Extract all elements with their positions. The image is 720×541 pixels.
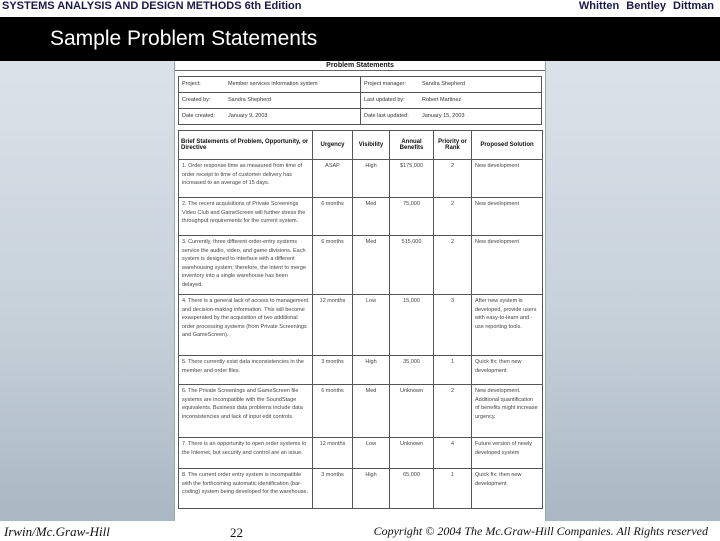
visibility-cell: Med xyxy=(353,236,390,295)
priority-cell: 1 xyxy=(434,469,472,509)
benefits-cell: 75,000 xyxy=(390,198,434,236)
benefits-cell: 65,000 xyxy=(390,469,434,509)
meta-row xyxy=(179,109,541,124)
table-row xyxy=(179,385,543,438)
benefits-cell: $175,000 xyxy=(390,160,434,198)
urgency-cell: 12 months xyxy=(313,438,353,469)
meta-label: Project: xyxy=(182,81,201,87)
statement-cell: 6. The Private Screenings and GameScreen file systems are incompatible with the SoundStage equivalents. Business data problems include data inconsistencies and lack of input edit controls. xyxy=(179,385,313,438)
copyright: Copyright © 2004 The Mc.Graw-Hill Companies. All Rights reserved xyxy=(373,524,708,538)
document-meta xyxy=(178,76,542,125)
solution-cell: New development xyxy=(472,236,543,295)
statement-cell: 5. There currently exist data inconsistencies in the member and order files. xyxy=(179,356,313,385)
visibility-cell: Med xyxy=(353,198,390,236)
table-row xyxy=(179,469,543,509)
priority-cell: 3 xyxy=(434,295,472,356)
urgency-cell: 6 months xyxy=(313,385,353,438)
meta-value: Sandra Shepherd xyxy=(228,97,272,103)
table-row xyxy=(179,295,543,356)
urgency-cell: ASAP xyxy=(313,160,353,198)
problem-statements-document xyxy=(174,61,546,521)
book-title: SYSTEMS ANALYSIS AND DESIGN METHODS 6th Edition xyxy=(2,0,302,12)
document-title: Problem Statements xyxy=(175,61,545,71)
urgency-cell: 6 months xyxy=(313,236,353,295)
priority-cell: 2 xyxy=(434,198,472,236)
solution-cell: New development xyxy=(472,198,543,236)
solution-cell: New development. Additional quantification of benefits might increase urgency. xyxy=(472,385,543,438)
priority-cell: 2 xyxy=(434,236,472,295)
table-header-row xyxy=(179,131,543,160)
meta-value: Member services information system xyxy=(228,81,318,87)
book-authors: Whitten Bentley Dittman xyxy=(578,0,714,12)
benefits-cell: Unknown xyxy=(390,438,434,469)
meta-value: January 15, 2003 xyxy=(422,113,465,119)
column-header-statement: Brief Statements of Problem, Opportunity, or Directive xyxy=(179,131,313,160)
table-row xyxy=(179,236,543,295)
solution-cell: Future version of newly developed system xyxy=(472,438,543,469)
urgency-cell: 6 months xyxy=(313,198,353,236)
statement-cell: 1. Order response time as measured from time of order receipt to time of customer delivery has increased to an average of 15 days. xyxy=(179,160,313,198)
statement-cell: 3. Currently, three different order-entry systems service the audio, video, and game divisions. Each system is designed to interface with a different warehousing system; therefore, the intent to merge inventory into a single warehouse has been delayed. xyxy=(179,236,313,295)
priority-cell: 2 xyxy=(434,160,472,198)
table-row xyxy=(179,198,543,236)
page-number: 22 xyxy=(230,525,243,540)
priority-cell: 4 xyxy=(434,438,472,469)
benefits-cell: 15,000 xyxy=(390,295,434,356)
meta-value: Robert Martinez xyxy=(422,97,462,103)
meta-row xyxy=(179,93,541,109)
book-header xyxy=(0,0,720,14)
visibility-cell: High xyxy=(353,356,390,385)
urgency-cell: 3 months xyxy=(313,469,353,509)
urgency-cell: 12 months xyxy=(313,295,353,356)
slide-footer xyxy=(0,521,720,540)
statement-cell: 2. The recent acquisitions of Private Screenings Video Club and GameScreen will further stress the throughput requirements for the current system. xyxy=(179,198,313,236)
column-header-benefits: Annual Benefits xyxy=(390,131,434,160)
benefits-cell: 515,000 xyxy=(390,236,434,295)
table-row xyxy=(179,356,543,385)
table-row xyxy=(179,160,543,198)
visibility-cell: Low xyxy=(353,438,390,469)
column-header-priority: Priority or Rank xyxy=(434,131,472,160)
statement-cell: 7. There is an opportunity to open order systems to the Internet, but security and control are an issue. xyxy=(179,438,313,469)
benefits-cell: 35,000 xyxy=(390,356,434,385)
priority-cell: 1 xyxy=(434,356,472,385)
visibility-cell: High xyxy=(353,160,390,198)
visibility-cell: High xyxy=(353,469,390,509)
statement-cell: 8. The current order entry system is incompatible with the forthcoming automatic identification (bar-coding) system being developed for the warehouse. xyxy=(179,469,313,509)
visibility-cell: Med xyxy=(353,385,390,438)
meta-value: Sandra Shepherd xyxy=(422,81,466,87)
meta-label: Date created: xyxy=(182,113,216,119)
table-row xyxy=(179,438,543,469)
column-header-urgency: Urgency xyxy=(313,131,353,160)
slide-title: Sample Problem Statements xyxy=(50,27,318,50)
solution-cell: Quick fix; then new development xyxy=(472,469,543,509)
solution-cell: After new system is developed, provide users with easy-to-learn and -use reporting tools. xyxy=(472,295,543,356)
publisher: Irwin/Mc.Graw-Hill xyxy=(4,524,110,539)
column-header-visibility: Visibility xyxy=(353,131,390,160)
meta-label: Date last updated: xyxy=(360,109,422,124)
benefits-cell: Unknown xyxy=(390,385,434,438)
meta-label: Last updated by: xyxy=(360,93,422,108)
column-header-solution: Proposed Solution xyxy=(472,131,543,160)
solution-cell: New development xyxy=(472,160,543,198)
solution-cell: Quick fix; then new development xyxy=(472,356,543,385)
statement-cell: 4. There is a general lack of access to management and decision-making information. This will become exasperated by the acquisition of two additional order processing systems (from Private Screenings and GameScreen). xyxy=(179,295,313,356)
problem-statements-table xyxy=(178,130,543,509)
meta-value: January 9, 2003 xyxy=(228,113,268,119)
visibility-cell: Low xyxy=(353,295,390,356)
meta-label: Created by: xyxy=(182,97,211,103)
slide-title-bar xyxy=(0,17,720,61)
urgency-cell: 3 months xyxy=(313,356,353,385)
meta-row xyxy=(179,77,541,93)
priority-cell: 2 xyxy=(434,385,472,438)
slide-content xyxy=(0,61,720,521)
meta-label: Project manager: xyxy=(360,77,422,92)
